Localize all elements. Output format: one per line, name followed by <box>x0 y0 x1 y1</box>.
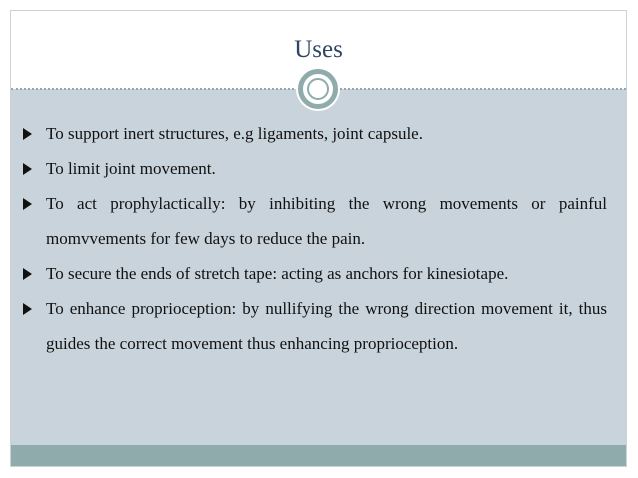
bullet-item <box>18 186 607 256</box>
ring-icon <box>298 69 338 109</box>
triangle-bullet-icon <box>23 198 32 210</box>
footer-band <box>11 445 626 466</box>
slide-title: Uses <box>294 36 343 63</box>
bullet-text: To act prophylactically: by inhibiting the wrong movements or painful momvvements for few days to reduce the pain. <box>46 194 607 248</box>
triangle-bullet-icon <box>23 268 32 280</box>
triangle-bullet-icon <box>23 163 32 175</box>
bullet-item <box>18 151 607 186</box>
ring-inner-icon <box>307 78 329 100</box>
triangle-bullet-icon <box>23 303 32 315</box>
bullet-text: To support inert structures, e.g ligaments, joint capsule. <box>46 124 423 143</box>
bullet-item <box>18 116 607 151</box>
triangle-bullet-icon <box>23 128 32 140</box>
bullet-item <box>18 256 607 291</box>
bullet-text: To secure the ends of stretch tape: acting as anchors for kinesiotape. <box>46 264 509 283</box>
bullet-text: To enhance proprioception: by nullifying the wrong direction movement it, thus guides the correct movement thus enhancing proprioception. <box>46 299 607 353</box>
bullet-item <box>18 291 607 361</box>
bullet-text: To limit joint movement. <box>46 159 216 178</box>
bullet-list <box>18 116 607 361</box>
